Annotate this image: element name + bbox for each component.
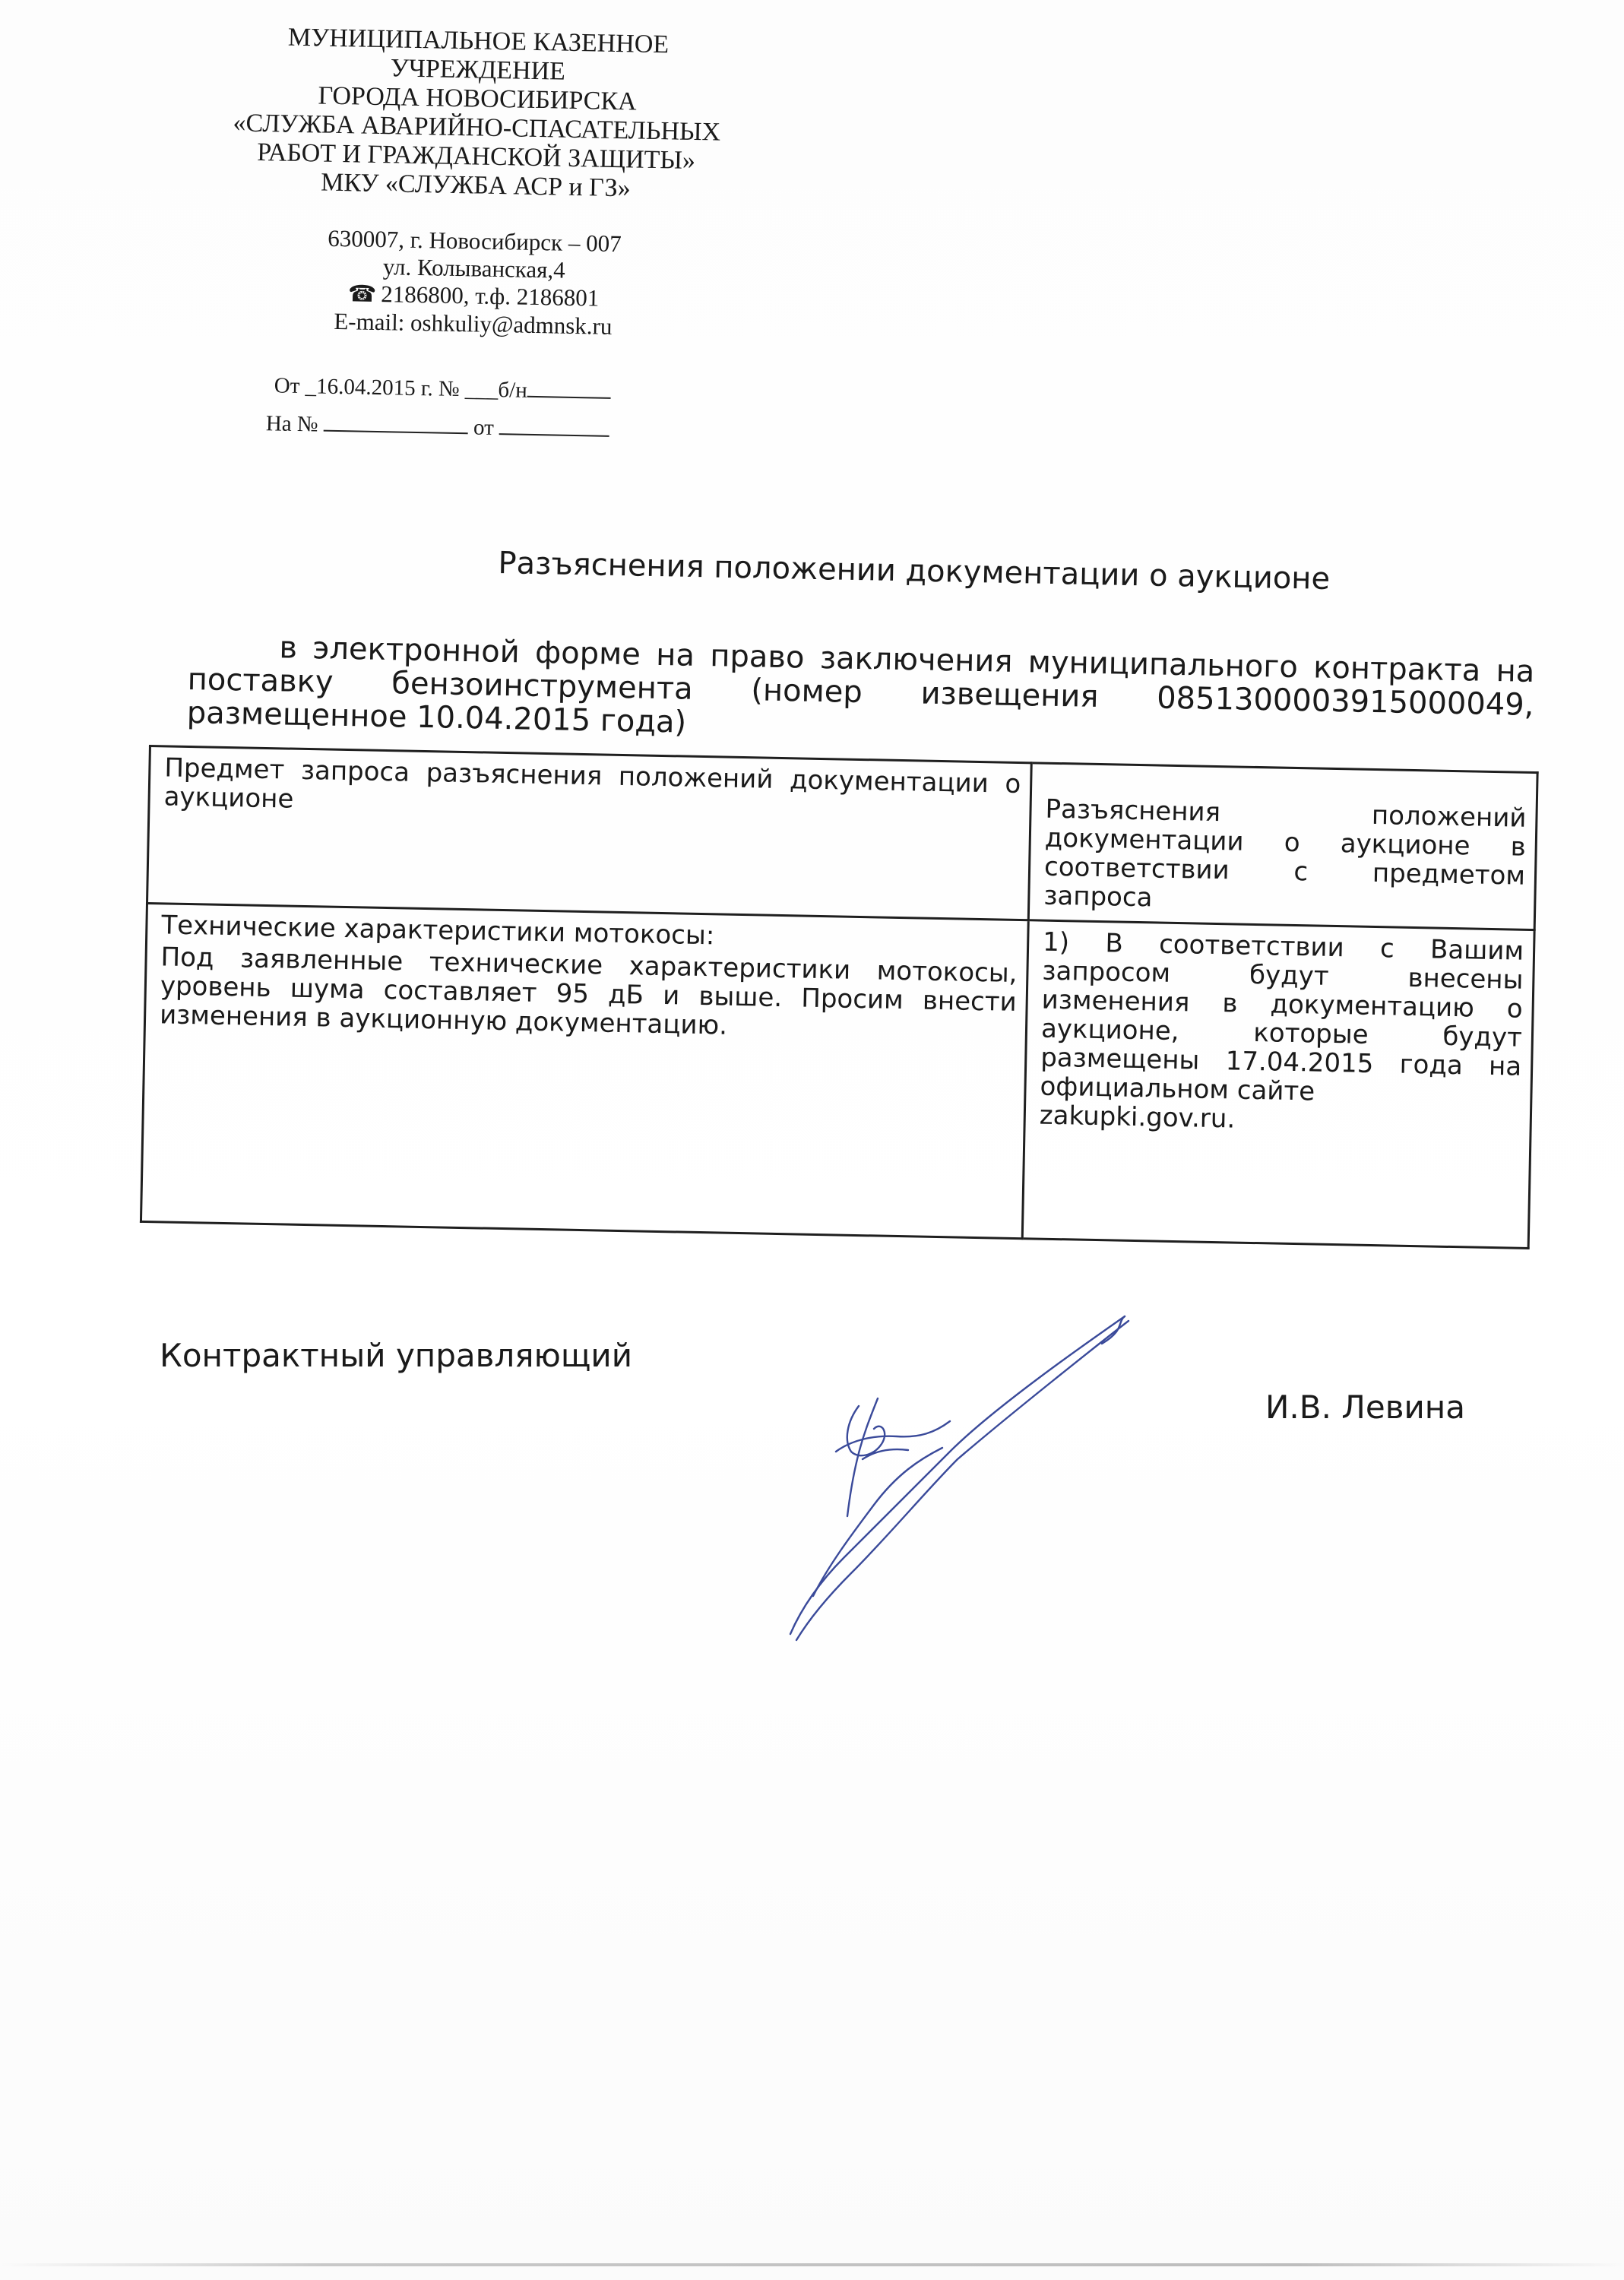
incoming-reference: [266, 410, 677, 444]
document-subject: [186, 629, 1534, 755]
request-cell: [141, 903, 1028, 1238]
subject-text: в электронной форме на право заключения муниципального контракта на поставку бензоинструмента (номер извещения 0851300003915000049, размещенное 10.04.2015 года): [186, 630, 1535, 740]
org-name-line: «СЛУЖБА АВАРИЙНО-СПАСАТЕЛЬНЫХ: [233, 109, 721, 147]
org-name-line: УЧРЕЖДЕНИЕ: [390, 54, 566, 86]
org-short-name: МКУ «СЛУЖБА АСР и ГЗ»: [320, 168, 632, 203]
phone-numbers: 2186800, т.ф. 2186801: [380, 280, 600, 312]
address-block: [176, 222, 771, 344]
answer-cell: [1022, 920, 1534, 1249]
table-header-row: [147, 746, 1537, 930]
email-line: E-mail: oshkuliy@admnsk.ru: [334, 307, 613, 340]
ref-answer-prefix: На №: [265, 411, 318, 437]
blank-line: [527, 378, 611, 399]
ref-answer-from: от: [473, 415, 495, 440]
header-request-subject: Предмет запроса разъяснения положений документации о аукционе: [147, 746, 1031, 920]
signer-role: Контрактный управляющий: [160, 1337, 633, 1374]
blank-line: [324, 412, 468, 435]
scan-bottom-edge: [0, 2263, 1624, 2266]
org-name-line: ГОРОДА НОВОСИБИРСКА: [318, 81, 637, 116]
table-row: [141, 903, 1534, 1248]
clarification-table: [140, 745, 1539, 1249]
address-street: ул. Колыванская,4: [382, 253, 566, 283]
request-text: Под заявленные технические характеристики мотокосы, уровень шума составляет 95 дБ и выше. Просим внести изменения в аукционную документацию.: [159, 942, 1018, 1041]
request-topic: Технические характеристики мотокосы:: [161, 910, 715, 952]
org-name-line: МУНИЦИПАЛЬНОЕ КАЗЕННОЕ: [287, 23, 670, 59]
answer-text: 1) В соответствии с Вашим запросом будут внесены изменения в документацию о аукционе, которые будут размещены 17.04.2015 года на официальном сайте: [1040, 926, 1524, 1107]
document-title: Разъяснения положении документации о аукционе: [498, 546, 1331, 597]
paragraph-indent: [188, 656, 279, 657]
outgoing-reference: [274, 372, 685, 406]
signer-name: И.В. Левина: [1265, 1389, 1465, 1426]
telephone-icon: ☎: [347, 281, 377, 307]
letterhead: [176, 21, 775, 440]
blank-line: [499, 415, 609, 437]
address-city: 630007, г. Новосибирск – 007: [328, 224, 622, 258]
handwritten-signature: [768, 1307, 1163, 1642]
org-name-line: РАБОТ И ГРАЖДАНСКОЙ ЗАЩИТЫ»: [256, 138, 696, 175]
answer-website: zakupki.gov.ru.: [1039, 1100, 1236, 1135]
ref-from-prefix: От _: [274, 373, 317, 399]
ref-from-date: 16.04.2015 г. № ___б/н: [315, 374, 528, 403]
header-clarification: Разъяснения положений документации о аукционе в соответствии с предметом запроса: [1028, 763, 1537, 930]
